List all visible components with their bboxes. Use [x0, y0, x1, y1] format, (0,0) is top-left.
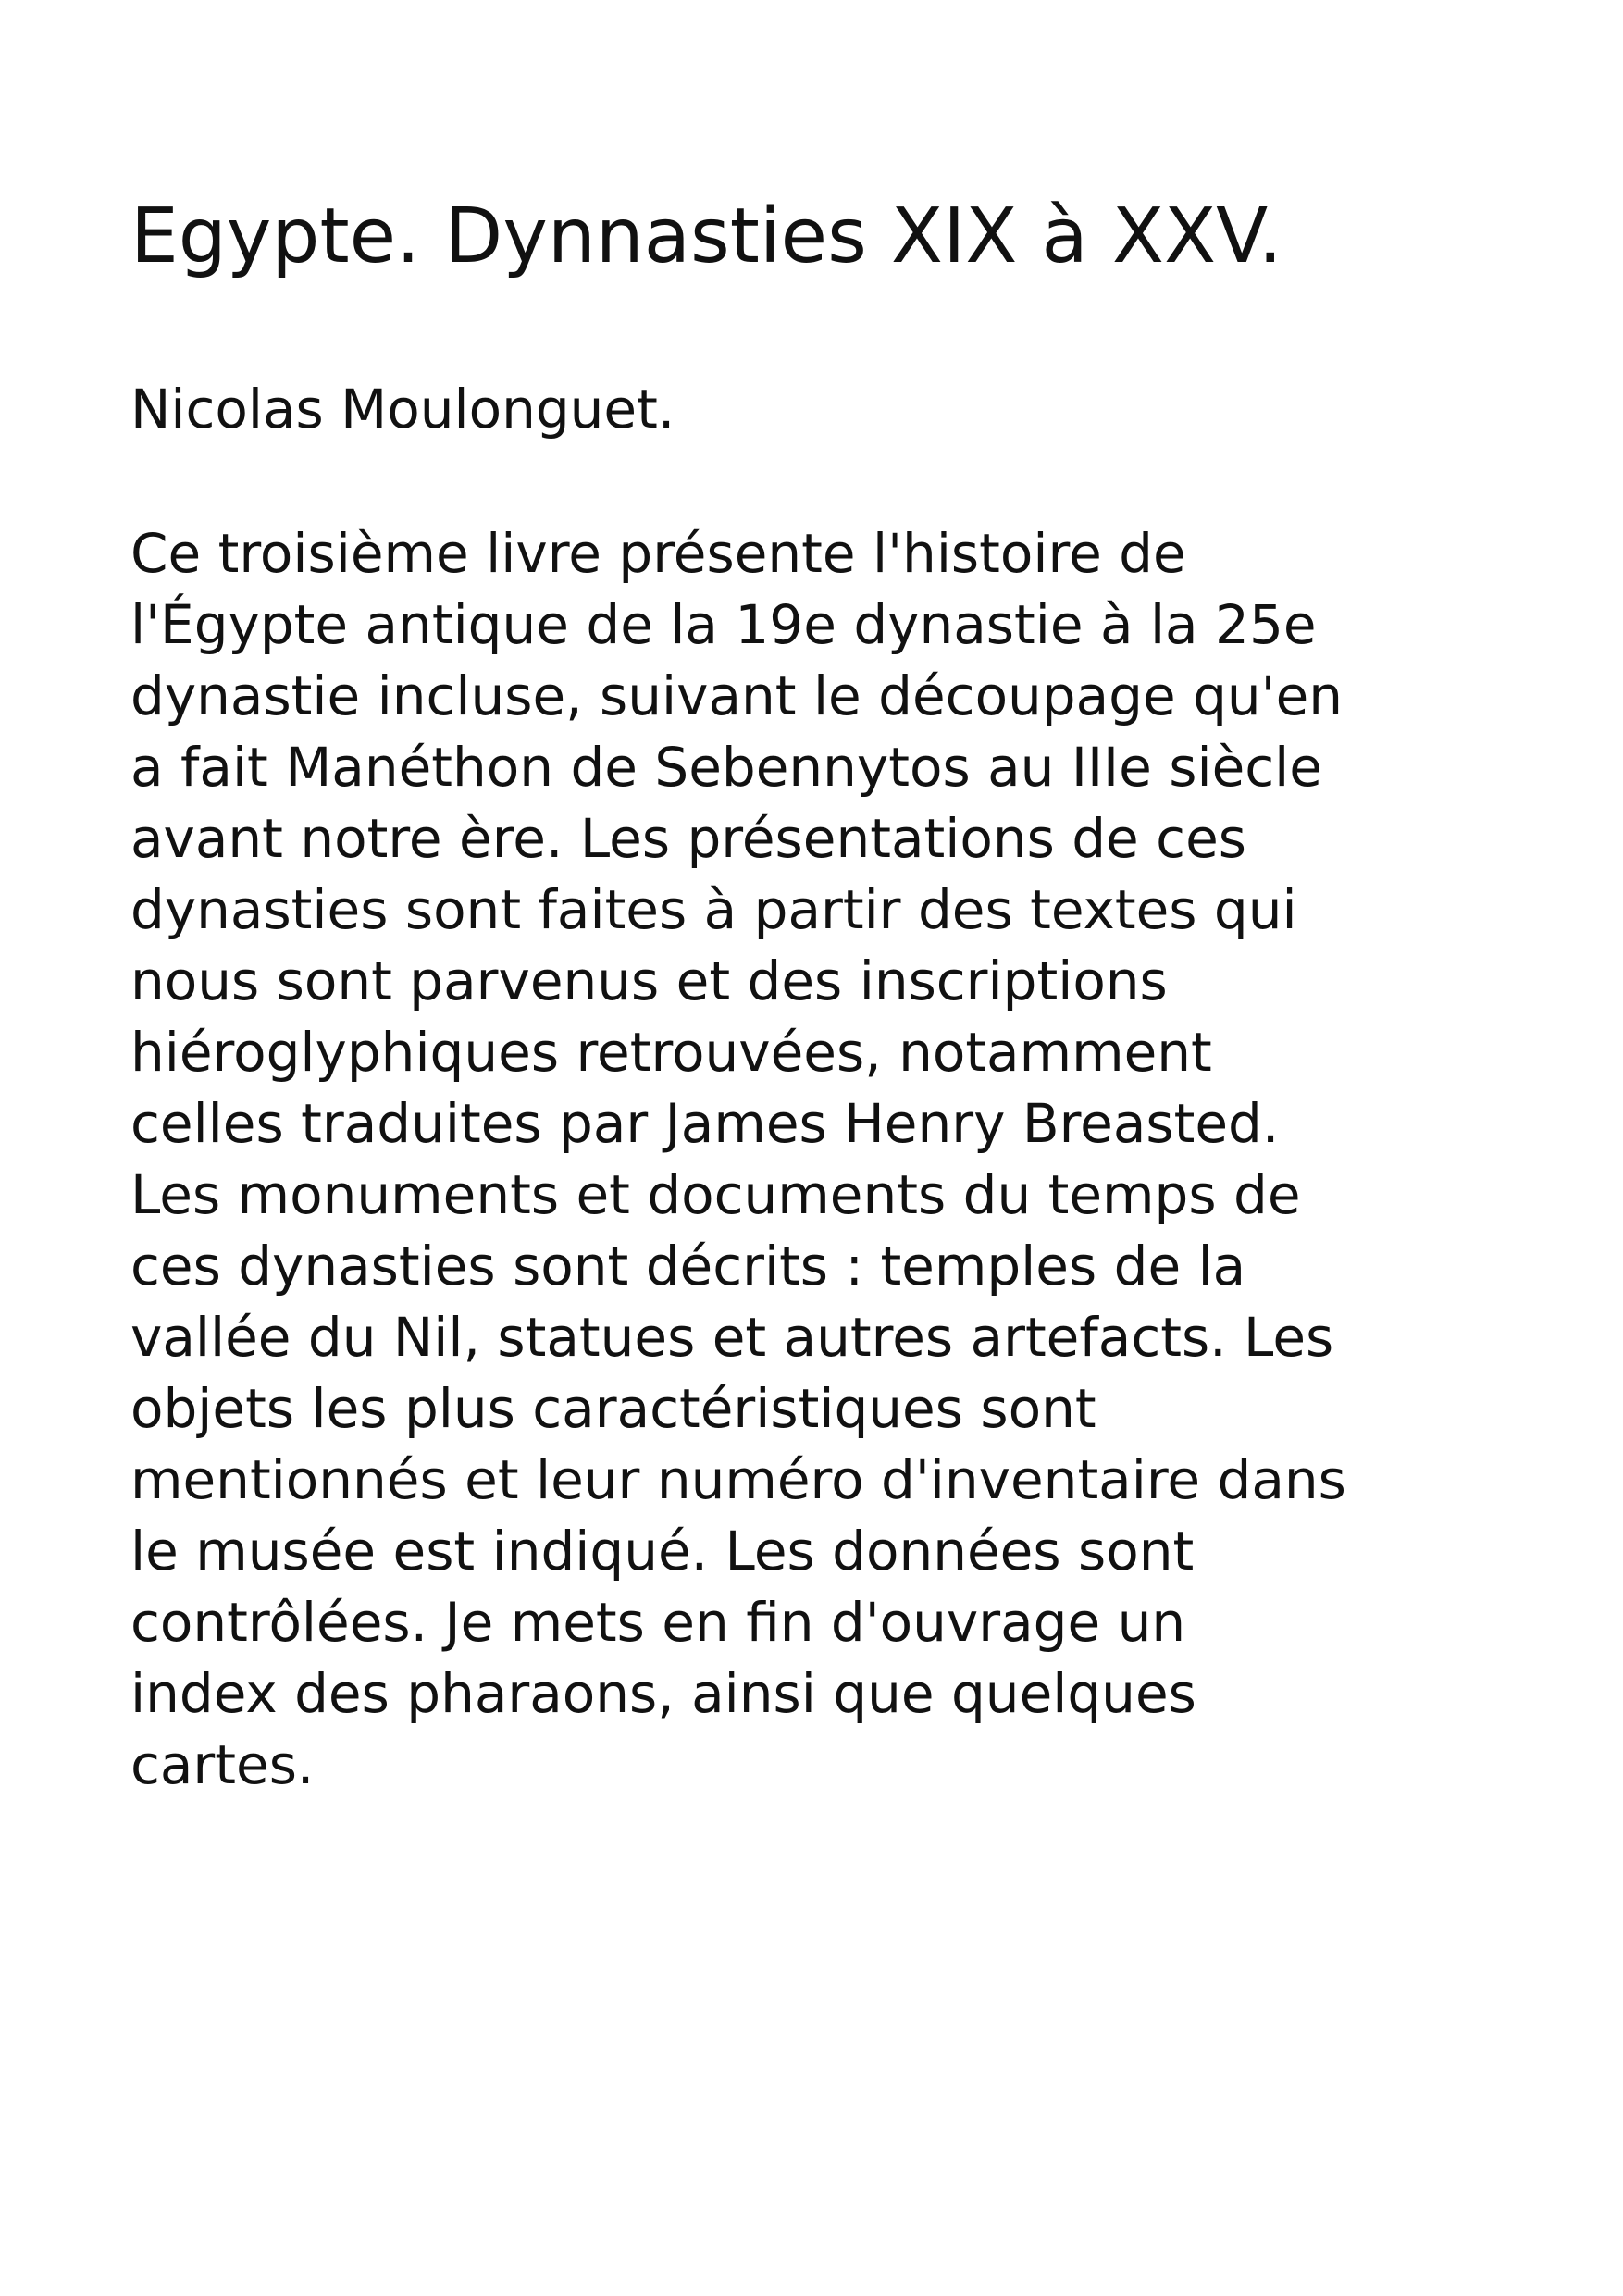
description-line: nous sont parvenus et des inscriptions [130, 949, 1168, 1012]
description-line: contrôlées. Je mets en fin d'ouvrage un [130, 1591, 1186, 1654]
description-line: ces dynasties sont décrits : temples de la [130, 1235, 1246, 1297]
description-line: Ce troisième livre présente l'histoire de [130, 522, 1186, 585]
description-line: le musée est indiqué. Les données sont [130, 1520, 1195, 1582]
description-line: l'Égypte antique de la 19e dynastie à la 25e [130, 593, 1317, 656]
description-line: a fait Manéthon de Sebennytos au IIIe siècle [130, 736, 1322, 799]
description-line: objets les plus caractéristiques sont [130, 1377, 1096, 1440]
description-line: dynastie incluse, suivant le découpage qu'en [130, 664, 1344, 727]
description-line: Les monuments et documents du temps de [130, 1163, 1301, 1226]
description-line: vallée du Nil, statues et autres artefacts. Les [130, 1306, 1334, 1369]
description-line: mentionnés et leur numéro d'inventaire dans [130, 1448, 1346, 1511]
document-title: Egypte. Dynnasties XIX à XXV. [130, 192, 1282, 280]
description-line: dynasties sont faites à partir des textes qui [130, 878, 1297, 941]
description-line: index des pharaons, ainsi que quelques [130, 1662, 1196, 1725]
description-line: celles traduites par James Henry Breasted. [130, 1092, 1280, 1155]
description-line: avant notre ère. Les présentations de ces [130, 807, 1246, 870]
description-line: hiéroglyphiques retrouvées, notamment [130, 1021, 1212, 1084]
description-line: cartes. [130, 1733, 315, 1796]
book-description [130, 518, 1346, 1801]
author-name: Nicolas Moulonguet. [130, 378, 675, 441]
